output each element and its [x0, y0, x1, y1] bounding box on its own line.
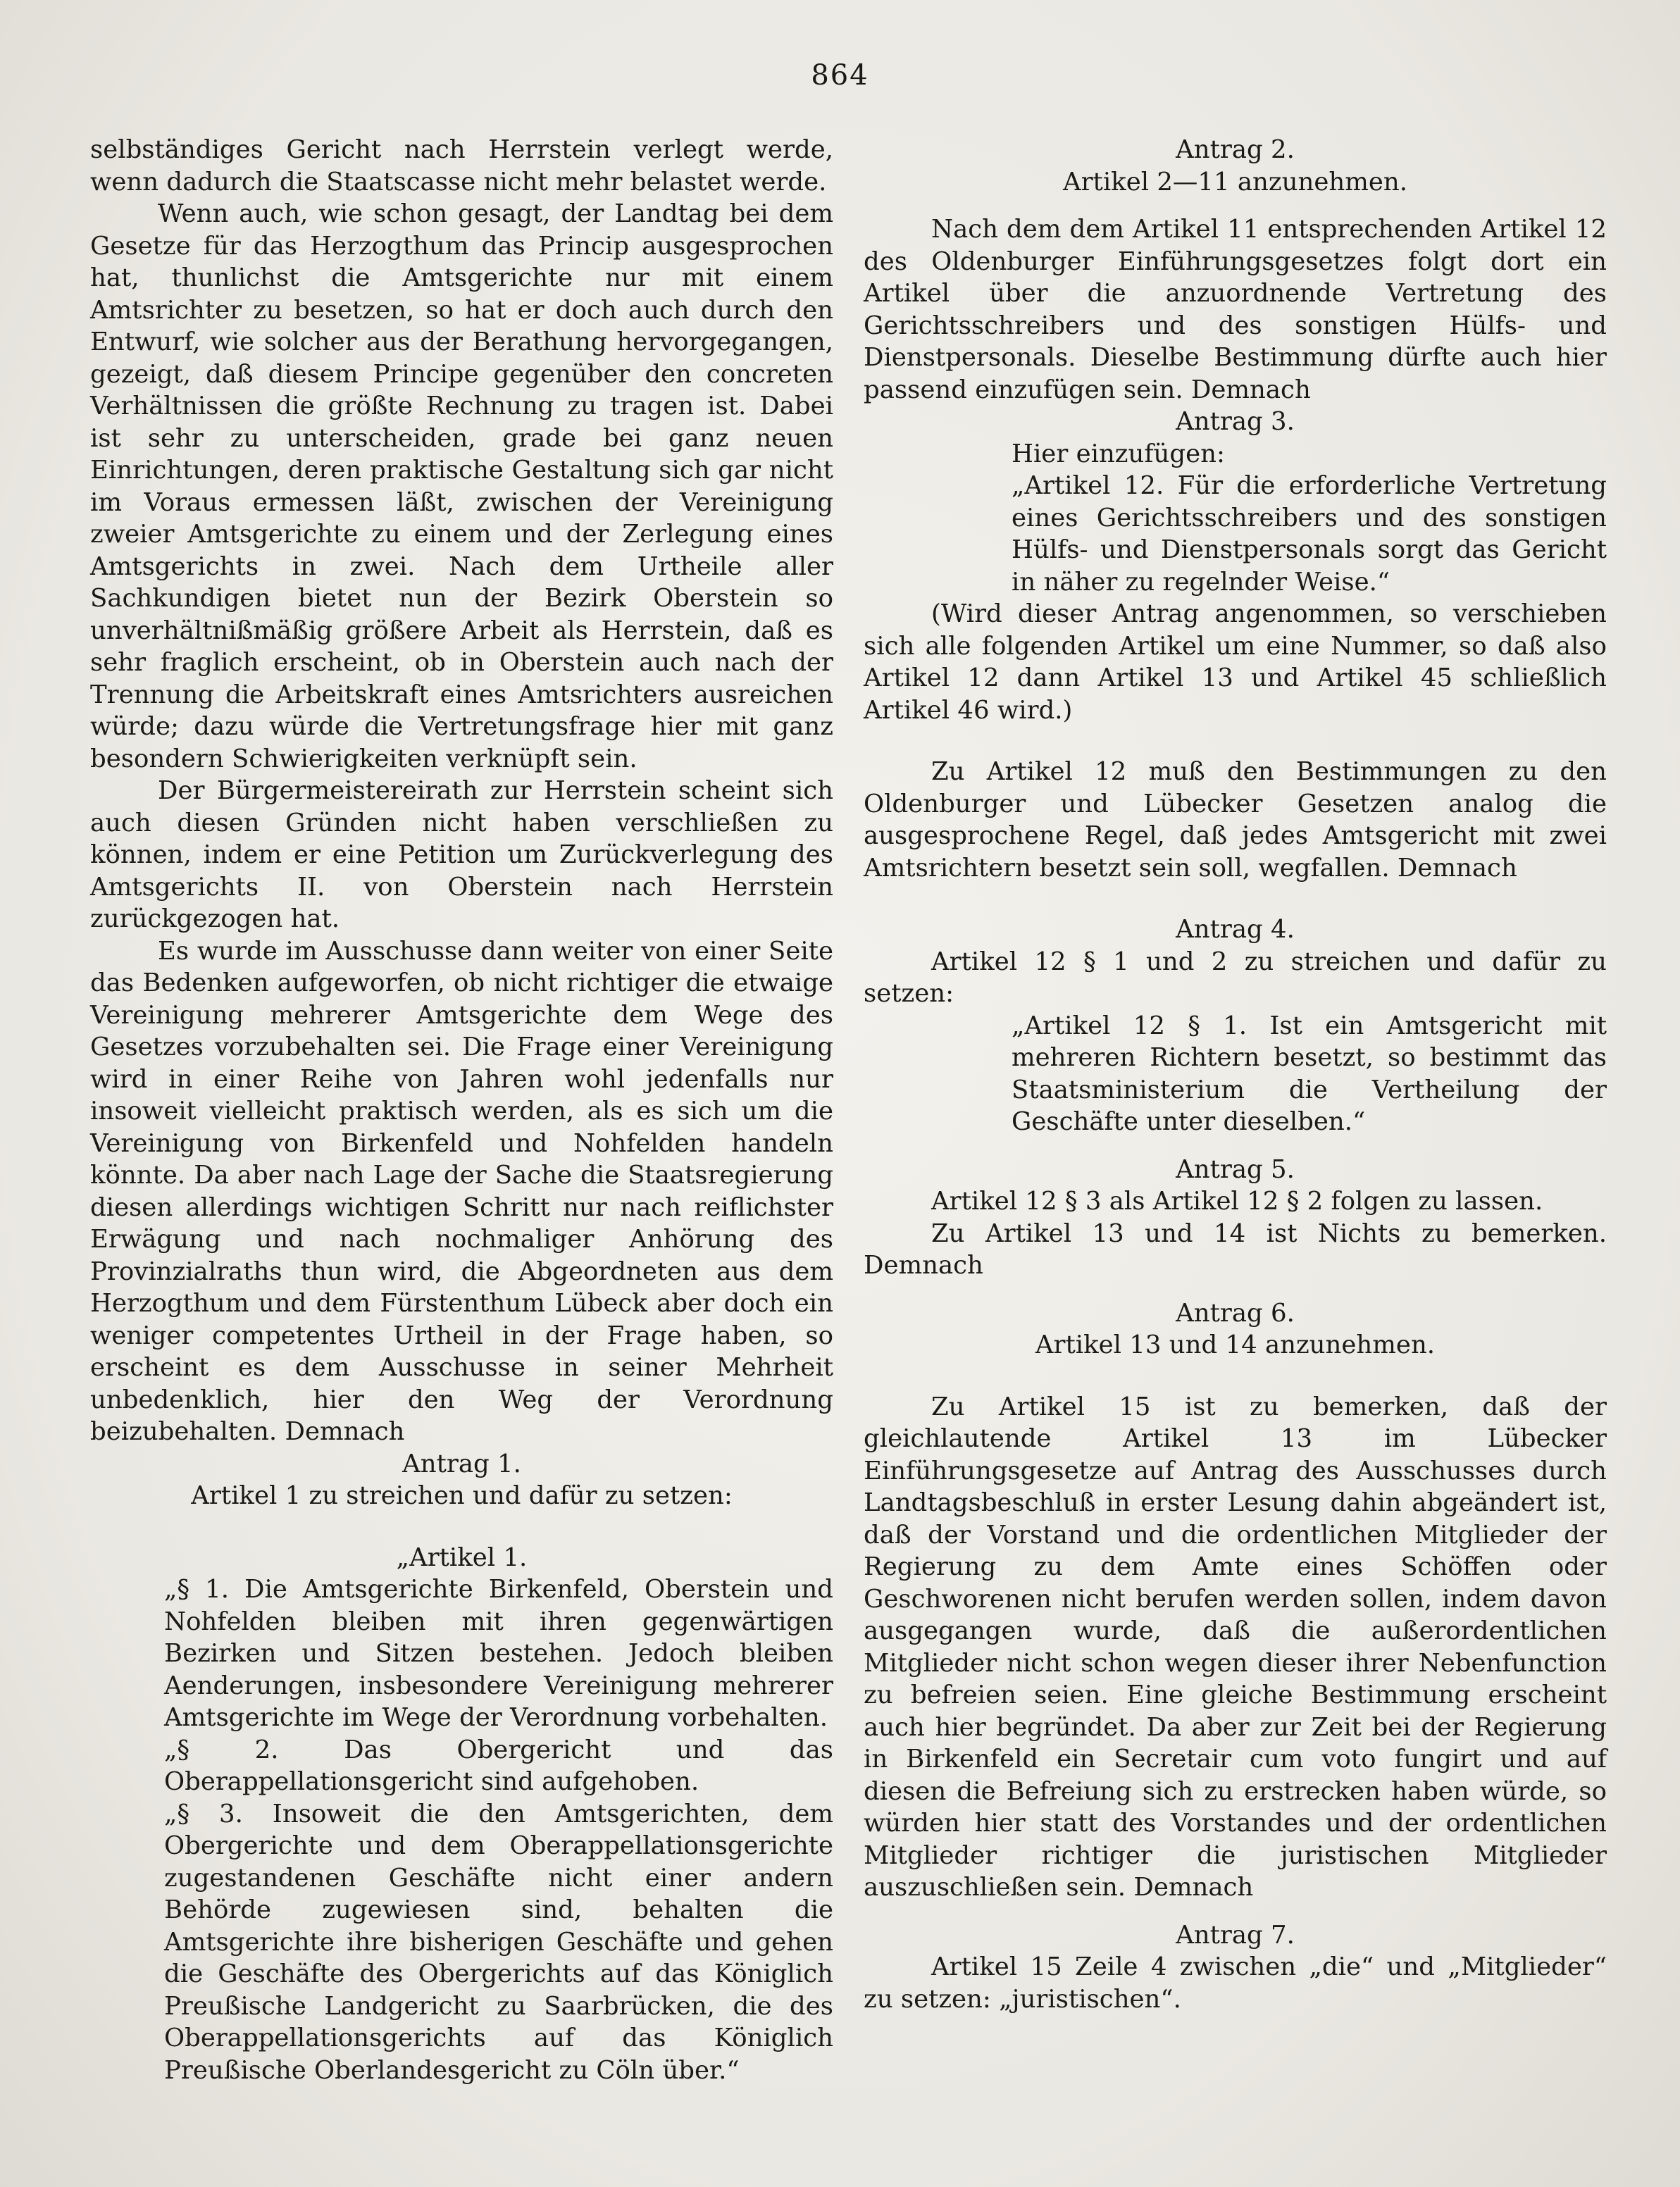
motion-heading: Antrag 1.	[402, 1449, 521, 1478]
paragraph: Es wurde im Ausschusse dann weiter von einer Seite das Bedenken aufgeworfen, ob nicht richtiger die etwaige Vereinigung mehrerer Amtsgerichte dem Wege des Gesetzes vorzubehalten sei. Die Frage einer Vereinigung wird in einer Reihe von Jahren wohl jedenfalls nur insoweit vielleicht praktisch werden, als es sich um die Vereinigung von Birkenfeld und Nohfelden handeln könnte. Da aber nach Lage der Sache die Staatsregierung diesen allerdings wichtigen Schritt nur nach reiflichster Erwägung und nach nochmaliger Anhörung des Provinzialraths thun wird, die Abgeordneten aus dem Herzogthum und dem Fürstenthum Lübeck aber doch ein weniger competentes Urtheil in der Frage haben, so erscheint es dem Ausschusse in seiner Mehrheit unbedenklich, hier den Weg der Verordnung beizubehalten. Demnach	[90, 936, 833, 1446]
right-column	[864, 134, 1607, 2015]
paragraph: Zu Artikel 12 muß den Bestimmungen zu den Oldenburger und Lübecker Gesetzen analog die ausgesprochene Regel, daß jedes Amtsgericht mit zwei Amtsrichtern besetzt sein soll, wegfallen. Demnach	[864, 757, 1607, 883]
motion-heading: Antrag 7.	[1176, 1920, 1295, 1950]
motion-heading: Antrag 4.	[1176, 915, 1295, 944]
paragraph: (Wird dieser Antrag angenommen, so verschieben sich alle folgenden Artikel um eine Nummer, so daß also Artikel 12 dann Artikel 13 und Artikel 45 schließlich Artikel 46 wird.)	[864, 599, 1607, 725]
paragraph: Wenn auch, wie schon gesagt, der Landtag bei dem Gesetze für das Herzogthum das Princip ausgesprochen hat, thunlichst die Amtsgerichte nur mit einem Amtsrichter zu besetzen, so hat er doch auch durch den Entwurf, wie solcher aus der Berathung hervorgegangen, gezeigt, daß diesem Principe gegenüber den concreten Verhältnissen die größte Rechnung zu tragen ist. Dabei ist sehr zu unterscheiden, grade bei ganz neuen Einrichtungen, deren praktische Gestaltung sich gar nicht im Voraus ermessen läßt, zwischen der Vereinigung zweier Amtsgerichte zu einem und der Zerlegung eines Amtsgerichts in zwei. Nach dem Urtheile aller Sachkundigen bietet nun der Bezirk Oberstein so unverhältnißmäßig größere Arbeit als Herrstein, daß es sehr fraglich erscheint, ob in Oberstein auch nach der Trennung die Arbeitskraft eines Amtsrichters ausreichen würde; dazu würde die Vertretungsfrage hier mit ganz besondern Schwierigkeiten verknüpft sein.	[90, 199, 833, 773]
motion-heading: Antrag 6.	[1176, 1298, 1295, 1328]
motion-heading: Antrag 3.	[1176, 407, 1295, 436]
paragraph: selbständiges Gericht nach Herrstein verlegt werde, wenn dadurch die Staatscasse nicht mehr belastet werde.	[90, 135, 833, 197]
left-column	[90, 134, 833, 2086]
page-number: 864	[811, 59, 869, 92]
paragraph: Zu Artikel 13 und 14 ist Nichts zu bemerken. Demnach	[864, 1219, 1607, 1280]
motion-text: Artikel 13 und 14 anzunehmen.	[1035, 1331, 1436, 1359]
paragraph: Der Bürgermeistereirath zur Herrstein scheint sich auch diesen Gründen nicht haben verschließen zu können, indem er eine Petition um Zurückverlegung des Amtsgerichts II. von Oberstein nach Herrstein zurückgezogen hat.	[90, 776, 833, 933]
motion-text: Artikel 15 Zeile 4 zwischen „die“ und „Mitglieder“ zu setzen: „juristischen“.	[864, 1952, 1607, 2014]
quoted-section: „§ 2. Das Obergericht und das Oberappellationsgericht sind aufgehoben.	[164, 1735, 833, 1796]
quoted-article: „Artikel 12. Für die erforderliche Vertretung eines Gerichtsschreibers und des sonstigen Hülfs- und Dienstpersonals sorgt das Gericht in näher zu regelnder Weise.“	[1012, 471, 1607, 597]
quoted-article: „Artikel 12 § 1. Ist ein Amtsgericht mit mehreren Richtern besetzt, so bestimmt das Staatsministerium die Vertheilung der Geschäfte unter dieselben.“	[1012, 1011, 1607, 1136]
motion-text: Artikel 1 zu streichen und dafür zu setzen:	[191, 1481, 733, 1510]
motion-text: Artikel 2—11 anzunehmen.	[1062, 167, 1408, 197]
paragraph: Zu Artikel 15 ist zu bemerken, daß der gleichlautende Artikel 13 im Lübecker Einführungsgesetze auf Antrag des Ausschusses durch Landtagsbeschluß in erster Lesung dahin abgeändert ist, daß der Vorstand und die ordentlichen Mitglieder der Regierung zu dem Amte eines Schöffen oder Geschworenen nicht berufen werden sollen, indem davon ausgegangen wurde, daß die außerordentlichen Mitglieder nicht schon wegen dieser ihrer Nebenfunction zu befreien seien. Eine gleiche Bestimmung erscheint auch hier begründet. Da aber zur Zeit bei der Regierung in Birkenfeld ein Secretair cum voto fungirt und auf diesen die Befreiung sich zu erstrecken haben würde, so würden hier statt des Vorstandes und der ordentlichen Mitglieder richtiger die juristischen Mitglieder auszuschließen sein. Demnach	[864, 1392, 1607, 1902]
paragraph: Nach dem dem Artikel 11 entsprechenden Artikel 12 des Oldenburger Einführungsgesetzes folgt dort ein Artikel über die anzuordnende Vertretung des Gerichtsschreibers und des sonstigen Hülfs- und Dienstpersonals. Dieselbe Bestimmung dürfte auch hier passend einzufügen sein. Demnach	[864, 215, 1607, 404]
motion-heading: Antrag 2.	[1176, 135, 1295, 164]
motion-text: Artikel 12 § 1 und 2 zu streichen und dafür zu setzen:	[864, 947, 1607, 1008]
motion-text: Hier einzufügen:	[1012, 439, 1225, 468]
quoted-section: „§ 3. Insoweit die den Amtsgerichten, dem Obergerichte und dem Oberappellationsgerichte zugestandenen Geschäfte nicht einer andern Behörde zugewiesen sind, behalten die Amtsgerichte ihre bisherigen Geschäfte und gehen die Geschäfte des Obergerichts auf das Königlich Preußische Landgericht zu Saarbrücken, die des Oberappellationsgerichts auf das Königlich Preußische Oberlandesgericht zu Cöln über.“	[164, 1799, 833, 2085]
motion-heading: Antrag 5.	[1176, 1154, 1295, 1184]
motion-text: Artikel 12 § 3 als Artikel 12 § 2 folgen zu lassen.	[931, 1187, 1543, 1216]
article-title: „Artikel 1.	[396, 1543, 528, 1572]
quoted-section: „§ 1. Die Amtsgerichte Birkenfeld, Oberstein und Nohfelden bleiben mit ihren gegenwärtigen Bezirken und Sitzen bestehen. Jedoch bleiben Aenderungen, insbesondere Vereinigung mehrerer Amtsgerichte im Wege der Verordnung vorbehalten.	[164, 1575, 833, 1732]
